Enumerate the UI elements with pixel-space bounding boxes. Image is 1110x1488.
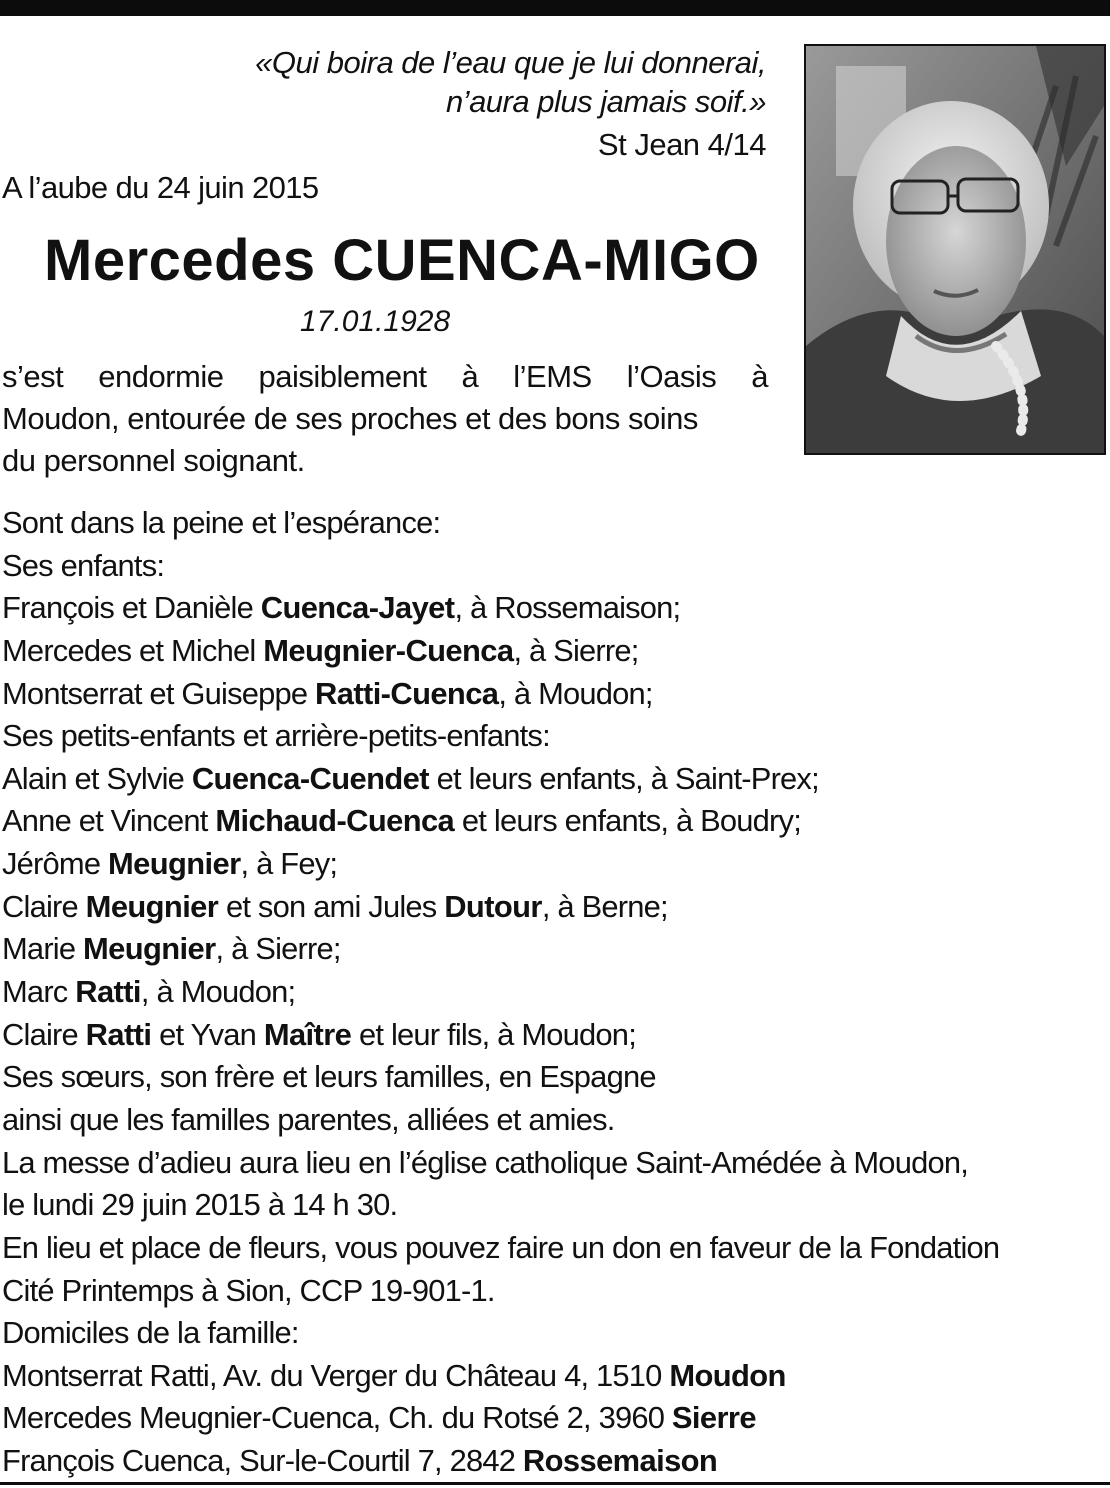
family-name: Ratti-Cuenca	[315, 675, 499, 711]
text-segment: En lieu et place de fleurs, vous pouvez faire un don en faveur de la Fondation	[2, 1229, 1000, 1265]
text-segment: , à Fey;	[240, 846, 338, 882]
text-segment: Mercedes Meugnier-Cuenca, Ch. du Rotsé 2, 3960	[2, 1400, 672, 1436]
text-line	[2, 1142, 1106, 1185]
text-line	[2, 1440, 1106, 1483]
family-name: Cuenca-Cuendet	[191, 760, 429, 796]
intro-date: A l’aube du 24 juin 2015	[2, 170, 319, 205]
text-segment: Jérôme	[2, 846, 109, 882]
text-line	[2, 545, 1106, 588]
text-line	[2, 715, 1106, 758]
text-segment: et son ami Jules	[218, 888, 445, 924]
text-line	[2, 758, 1106, 801]
text-segment: François et Danièle	[2, 590, 261, 626]
text-segment: Alain et Sylvie	[2, 760, 192, 796]
text-segment: et Yvan	[151, 1016, 264, 1052]
text-line	[2, 886, 1106, 929]
text-segment: , à Berne;	[541, 888, 668, 924]
mourners-list	[2, 502, 1110, 1483]
text-segment: , à Sierre;	[215, 931, 341, 967]
text-segment: Montserrat Ratti, Av. du Verger du Château 4, 1510	[2, 1357, 670, 1393]
text-segment: le lundi 29 juin 2015 à 14 h 30.	[2, 1187, 398, 1223]
family-name: Meugnier-Cuenca	[263, 632, 514, 668]
announcement-paragraph	[2, 356, 768, 482]
text-segment: , à Sierre;	[513, 632, 639, 668]
family-name: Rossemaison	[522, 1443, 718, 1479]
text-line	[2, 1184, 1106, 1227]
text-line	[2, 1355, 1106, 1398]
text-line	[2, 800, 1106, 843]
bottom-rule	[0, 1482, 1110, 1485]
announcement-line: Moudon, entourée de ses proches et des bons soins	[2, 401, 698, 436]
text-segment: François Cuenca, Sur-le-Courtil 7, 2842	[2, 1443, 523, 1479]
family-name: Moudon	[669, 1357, 786, 1393]
family-name: Ratti	[85, 1016, 152, 1052]
text-segment: Claire	[2, 888, 86, 924]
text-line	[2, 1397, 1106, 1440]
text-line	[2, 1227, 1106, 1270]
family-name: Michaud-Cuenca	[215, 803, 455, 839]
text-line	[2, 1099, 1106, 1142]
family-name: Meugnier	[108, 846, 241, 882]
text-segment: Montserrat et Guiseppe	[2, 675, 316, 711]
announcement-line: s’est endormie paisiblement à l’EMS l’Oasis à	[2, 359, 768, 394]
birth-date: 17.01.1928	[300, 305, 451, 338]
text-segment: Anne et Vincent	[2, 803, 216, 839]
text-line	[2, 587, 1106, 630]
text-line	[2, 673, 1106, 716]
text-segment: et leurs enfants, à Boudry;	[454, 803, 801, 839]
text-line	[2, 630, 1106, 673]
family-name: Meugnier	[83, 931, 216, 967]
family-name: Cuenca-Jayet	[260, 590, 455, 626]
deceased-name: Mercedes CUENCA-MIGO	[44, 228, 760, 293]
text-segment: et leurs enfants, à Saint-Prex;	[428, 760, 819, 796]
text-segment: Domiciles de la famille:	[2, 1315, 299, 1351]
text-segment: Ses petits-enfants et arrière-petits-enfants:	[2, 718, 550, 754]
portrait-photo	[804, 44, 1106, 455]
text-segment: , à Moudon;	[498, 675, 653, 711]
text-segment: , à Rossemaison;	[454, 590, 681, 626]
text-segment: ainsi que les familles parentes, alliées et amies.	[2, 1101, 615, 1137]
top-rule	[0, 0, 1110, 16]
text-segment: Mercedes et Michel	[2, 632, 264, 668]
text-segment: Cité Printemps à Sion, CCP 19-901-1.	[2, 1272, 495, 1308]
text-segment: et leur fils, à Moudon;	[351, 1016, 636, 1052]
text-line	[2, 502, 1106, 545]
family-name: Dutour	[444, 888, 542, 924]
text-line	[2, 1056, 1106, 1099]
text-line	[2, 1270, 1106, 1313]
family-name: Sierre	[671, 1400, 756, 1436]
text-line	[2, 843, 1106, 886]
quote-reference: St Jean 4/14	[597, 127, 766, 162]
quote-line-1: «Qui boira de l’eau que je lui donnerai,	[255, 45, 766, 80]
quote-line-2: n’aura plus jamais soif.»	[445, 84, 766, 119]
text-segment: Ses enfants:	[2, 547, 165, 583]
text-segment: Marie	[2, 931, 84, 967]
text-segment: Marc	[2, 974, 76, 1010]
text-line	[2, 971, 1106, 1014]
family-name: Meugnier	[85, 888, 219, 924]
text-line	[2, 928, 1106, 971]
text-segment: Ses sœurs, son frère et leurs familles, en Espagne	[2, 1059, 656, 1095]
text-segment: Sont dans la peine et l’espérance:	[2, 505, 441, 540]
announcement-line: du personnel soignant.	[2, 443, 305, 478]
text-line	[2, 1014, 1106, 1057]
text-line	[2, 1312, 1106, 1355]
text-segment: La messe d’adieu aura lieu en l’église catholique Saint-Amédée à Moudon,	[2, 1144, 969, 1180]
family-name: Ratti	[75, 974, 141, 1010]
text-segment: Claire	[2, 1016, 86, 1052]
text-segment: , à Moudon;	[140, 974, 296, 1010]
family-name: Maître	[263, 1016, 352, 1052]
